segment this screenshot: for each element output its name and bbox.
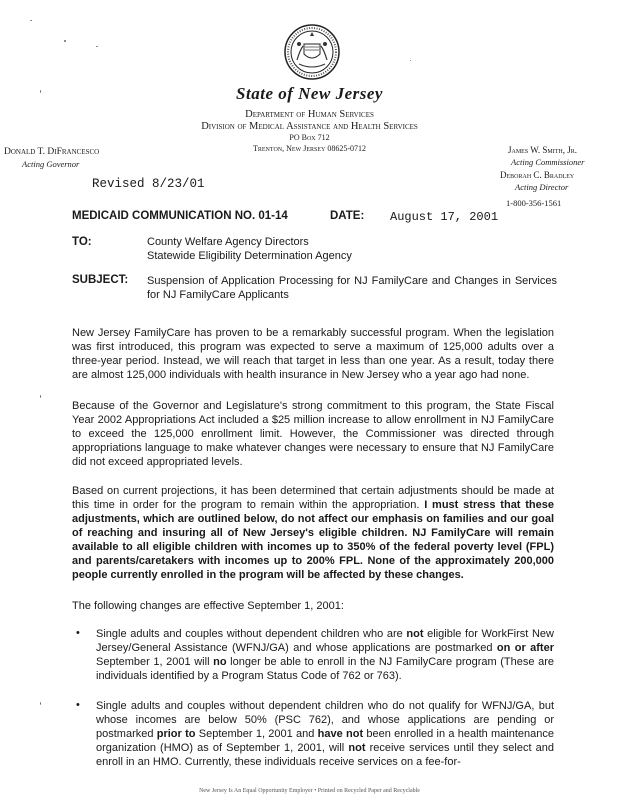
memo-number: MEDICAID COMMUNICATION NO. 01-14 — [72, 210, 288, 222]
governor-title: Acting Governor — [22, 159, 80, 169]
scan-speck — [64, 40, 66, 42]
body-paragraph — [72, 484, 554, 582]
bullet-text: longer be able to enroll in the NJ FamilyCare program (These are individuals identified by a Program Status Code of 762 or 763). — [96, 656, 555, 682]
bullet-text: Single adults and couples without dependent children who do not qualify for WFNJ/GA, but whose incomes are below 50% (PSC 762), and whose applications are pending or postmarked — [96, 700, 554, 740]
bullet-text: Single adults and couples without dependent children who are — [96, 628, 407, 640]
paragraph-text: Based on current projections, it has been determined that certain adjustments should be made at this time in order for the program to remain within the appropriation. — [72, 485, 554, 511]
date-value: August 17, 2001 — [390, 210, 499, 224]
state-seal-image — [283, 22, 341, 82]
bullet-text: September 1, 2001 and — [195, 728, 318, 740]
bullet-text: September 1, 2001 will — [96, 656, 214, 668]
scan-speck — [40, 395, 41, 398]
emphasized-text: not — [406, 628, 424, 640]
recipient-line: County Welfare Agency Directors — [147, 236, 309, 248]
subject-label: SUBJECT: — [72, 274, 129, 286]
commissioner-name: James W. Smith, Jr. — [508, 145, 578, 155]
body-paragraph: Because of the Governor and Legislature's strong commitment to this program, the State Fiscal Year 2002 Appropriations Act included a $25 million increase to allow enrollment in NJ FamilyCare to exceed the 125,000 enrollment limit. However, the Commissioner was directed through appropriations language to make whatever changes were necessary to ensure that NJ FamilyCare did not exceed appropriated levels. — [72, 400, 554, 468]
scan-speck — [96, 46, 98, 47]
emphasized-text: not — [348, 742, 366, 754]
to-label: TO: — [72, 236, 92, 248]
bullet-item — [96, 699, 554, 769]
phone-number: 1-800-356-1561 — [506, 198, 562, 208]
footer-text: New Jersey Is An Equal Opportunity Employer • Printed on Recycled Paper and Recyclable — [199, 788, 420, 794]
revised-date: Revised 8/23/01 — [92, 177, 205, 191]
governor-name: Donald T. DiFrancesco — [4, 147, 100, 157]
director-title: Acting Director — [515, 182, 569, 192]
scan-speck — [410, 60, 411, 61]
bullet-icon: • — [76, 699, 80, 711]
scan-speck — [40, 90, 41, 93]
subject-text: Suspension of Application Processing for NJ FamilyCare and Changes in Services for NJ FamilyCare Applicants — [147, 275, 557, 301]
director-name: Deborah C. Bradley — [500, 170, 575, 180]
po-box: PO Box 712 — [289, 133, 330, 142]
commissioner-title: Acting Commissioner — [511, 157, 585, 167]
body-paragraph: New Jersey FamilyCare has proven to be a remarkably successful program. When the legislation was first introduced, this program was expected to serve a maximum of 125,000 adults over a three-year period. Instead, we will reach that target in less than one year. As a result, today there are almost 125,000 individuals with health insurance in New Jersey who a year ago had none. — [72, 327, 554, 381]
body-paragraph: The following changes are effective September 1, 2001: — [72, 600, 344, 612]
division-name: Division of Medical Assistance and Health Services — [201, 121, 418, 132]
bullet-icon: • — [76, 627, 80, 639]
emphasized-text: no — [213, 656, 227, 668]
department-name: Department of Human Services — [245, 109, 374, 120]
city-address: Trenton, New Jersey 08625-0712 — [253, 144, 366, 153]
bullet-item — [96, 627, 554, 683]
emphasized-text: prior to — [156, 728, 196, 740]
scan-speck — [40, 702, 41, 705]
bullet-text: eligible for WorkFirst New Jersey/General Assistance (WFNJ/GA) and whose applications are postmarked — [96, 628, 554, 654]
date-label: DATE: — [330, 210, 365, 222]
bullet-text: been enrolled in a health maintenance organization (HMO) as of September 1, 2001, will — [96, 728, 554, 754]
emphasized-text: have not — [317, 728, 364, 740]
bullet-text: receive services until they select and enroll in an HMO. Currently, these individuals receive services on a fee-for- — [96, 742, 554, 768]
emphasized-text: on or after — [496, 642, 554, 654]
state-title: State of New Jersey — [236, 84, 383, 103]
emphasized-text: I must stress that these adjustments, which are outlined below, do not affect our emphasis on families and our goal of reaching and insuring all of New Jersey's eligible children. NJ FamilyCare will remain available to all eligible children with incomes up to 350% of the federal poverty level (FPL) and parents/caretakers with incomes up to 200% FPL. None of the approximately 200,000 people currently enrolled in the program will be affected by these changes. — [72, 499, 554, 581]
recipient-line: Statewide Eligibility Determination Agency — [147, 250, 352, 262]
scan-speck — [30, 20, 32, 21]
